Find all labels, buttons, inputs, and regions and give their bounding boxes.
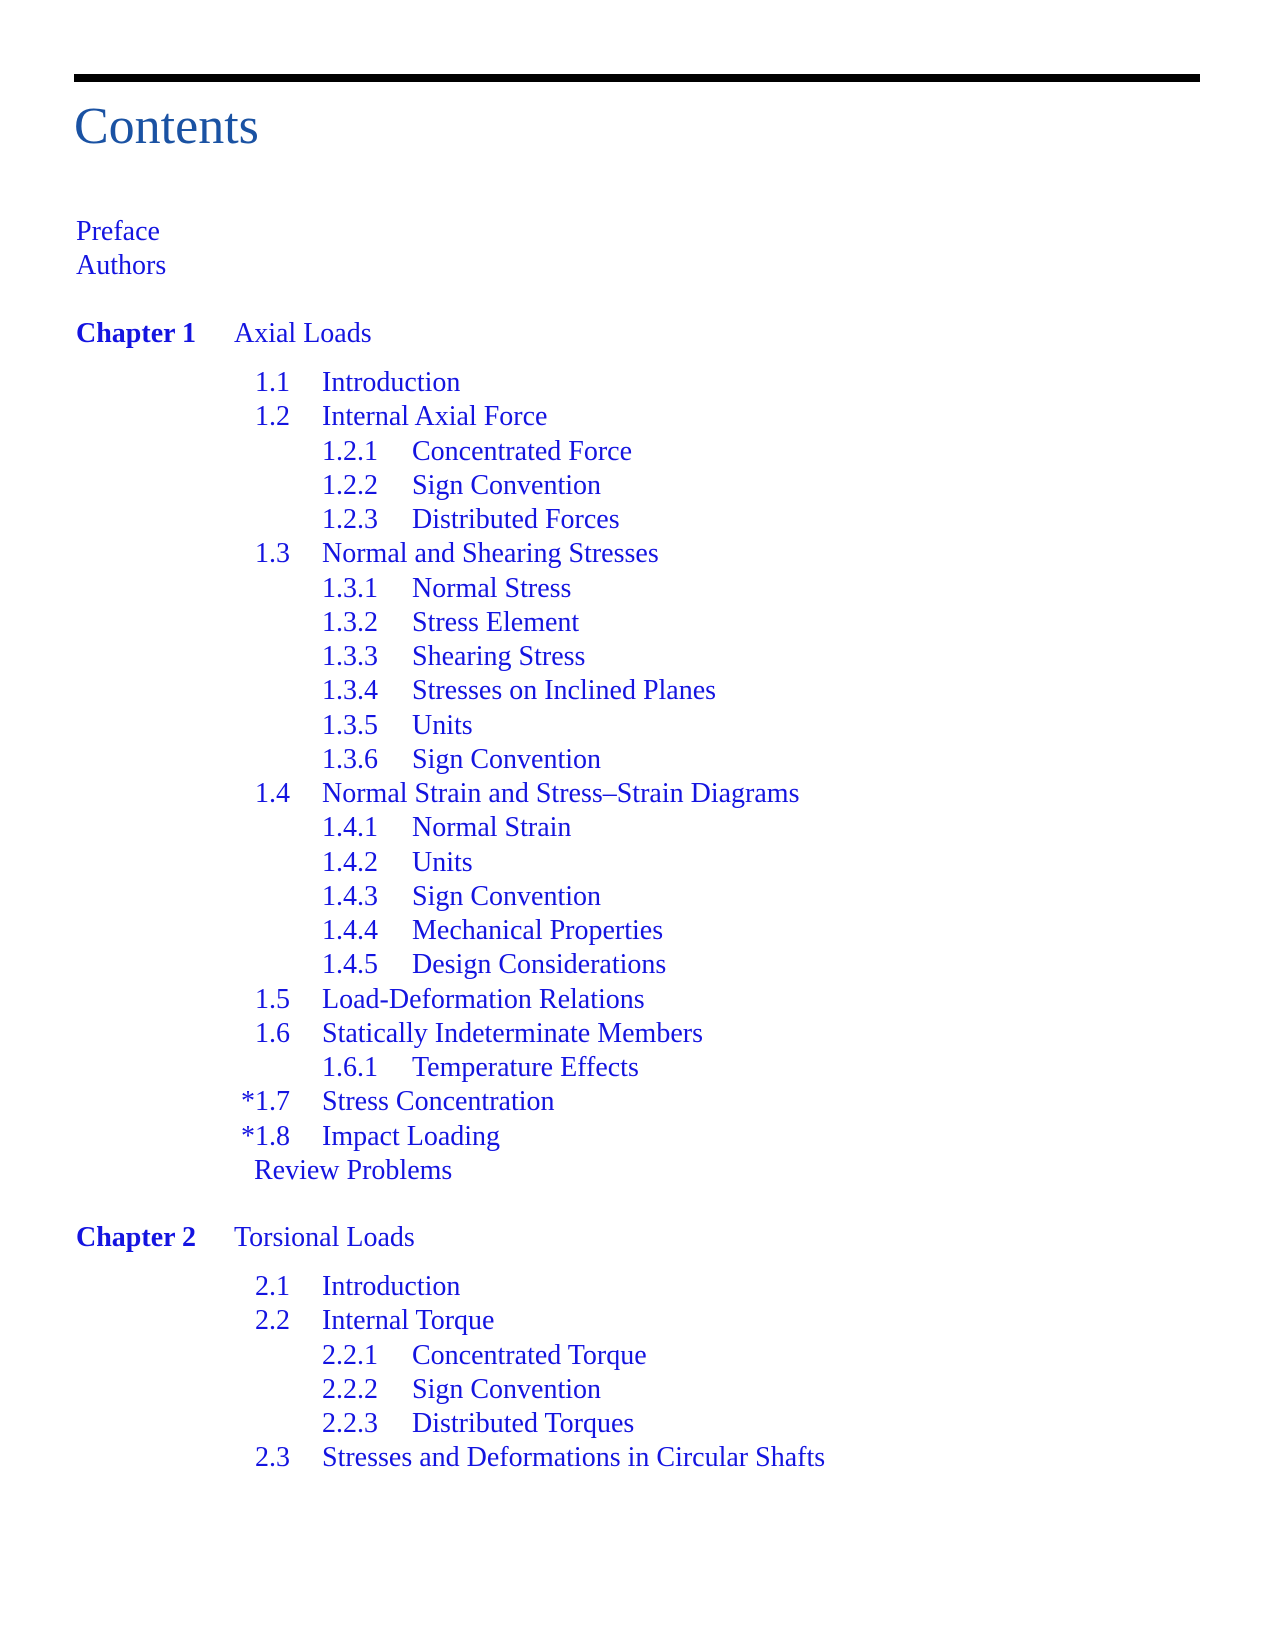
toc-entry-number: 1.2: [255, 401, 290, 432]
toc-entry-number: 1.3.3: [322, 641, 378, 672]
toc-entry[interactable]: [0, 506, 1275, 536]
toc-entry-title: Shearing Stress: [412, 641, 586, 672]
toc-entry[interactable]: [0, 1054, 1275, 1084]
toc-entry[interactable]: [0, 883, 1275, 913]
toc-entry[interactable]: [0, 403, 1275, 433]
toc-entry-number: 1.6: [255, 1018, 290, 1049]
toc-entry-number: 1.3.1: [322, 573, 378, 604]
toc-entry-number: 1.2.2: [322, 470, 378, 501]
toc-entry-number: 1.1: [255, 367, 290, 398]
toc-link-authors[interactable]: Authors: [76, 250, 167, 281]
toc-entry[interactable]: [0, 472, 1275, 502]
toc-entry[interactable]: [0, 849, 1275, 879]
toc-entry-number: 1.3.4: [322, 675, 378, 706]
toc-entry-number: 2.2.2: [322, 1374, 378, 1405]
toc-entry-title: Impact Loading: [322, 1121, 501, 1152]
toc-entry-number: 2.2: [255, 1305, 290, 1336]
toc-entry-title: Internal Axial Force: [322, 401, 548, 432]
toc-entry[interactable]: [0, 438, 1275, 468]
toc-entry-title: Internal Torque: [322, 1305, 495, 1336]
toc-entry-title: Stress Concentration: [322, 1086, 555, 1117]
toc-entry[interactable]: [0, 369, 1275, 399]
toc-entry-title: Temperature Effects: [412, 1052, 639, 1083]
toc-entry[interactable]: [0, 677, 1275, 707]
toc-entry-title: Normal Strain: [412, 812, 572, 843]
toc-entry-title: Design Considerations: [412, 949, 667, 980]
toc-entry-title: Sign Convention: [412, 470, 602, 501]
toc-entry[interactable]: [0, 1273, 1275, 1303]
toc-entry-title: Stresses on Inclined Planes: [412, 675, 717, 706]
toc-entry-title: Introduction: [322, 1271, 461, 1302]
chapter-label: Chapter 1: [76, 318, 197, 349]
toc-entry[interactable]: [0, 780, 1275, 810]
toc-entry-title: Normal and Shearing Stresses: [322, 538, 659, 569]
toc-entry-title: Stresses and Deformations in Circular Shafts: [322, 1442, 826, 1473]
toc-entry-title: Stress Element: [412, 607, 580, 638]
toc-entry-number: 1.3.6: [322, 744, 378, 775]
toc-entry[interactable]: [0, 1307, 1275, 1337]
toc-entry[interactable]: [0, 575, 1275, 605]
toc-entry-number: 1.3: [255, 538, 290, 569]
toc-entry[interactable]: [0, 1410, 1275, 1440]
toc-entry[interactable]: [0, 712, 1275, 742]
toc-entry[interactable]: [0, 1342, 1275, 1372]
toc-entry-title: Sign Convention: [412, 881, 602, 912]
toc-entry-number: 1.4.4: [322, 915, 378, 946]
chapter-heading-2[interactable]: [76, 1224, 415, 1252]
toc-entry-number: 1.4.3: [322, 881, 378, 912]
toc-entry-title: Load-Deformation Relations: [322, 984, 645, 1015]
chapter-heading-1[interactable]: [76, 320, 372, 348]
toc-entry-title: Distributed Torques: [412, 1408, 635, 1439]
page-title: Contents: [74, 98, 259, 155]
toc-entry-title: Sign Convention: [412, 744, 602, 775]
toc-entry-number: *1.8: [241, 1121, 290, 1152]
toc-entry-title: Units: [412, 847, 473, 878]
toc-entry[interactable]: [0, 540, 1275, 570]
toc-entry-number: 1.6.1: [322, 1052, 378, 1083]
toc-entry-number: *1.7: [241, 1086, 290, 1117]
toc-entry-title: Introduction: [322, 367, 461, 398]
toc-entry-number: 2.1: [255, 1271, 290, 1302]
toc-entry[interactable]: [0, 1020, 1275, 1050]
toc-entry-title: Sign Convention: [412, 1374, 602, 1405]
toc-entry[interactable]: [0, 746, 1275, 776]
toc-entry[interactable]: [0, 1123, 1275, 1153]
toc-entry-number: 2.2.3: [322, 1408, 378, 1439]
toc-entry-title: Normal Stress: [412, 573, 572, 604]
toc-entry-number: 1.4.1: [322, 812, 378, 843]
toc-link-preface[interactable]: Preface: [76, 216, 160, 247]
toc-entry-number: 1.2.3: [322, 504, 378, 535]
toc-entry-number: 2.2.1: [322, 1340, 378, 1371]
toc-entry-number: 1.4.5: [322, 949, 378, 980]
toc-entry-title: Distributed Forces: [412, 504, 620, 535]
toc-entry-number: 1.3.5: [322, 710, 378, 741]
toc-entry-title: Concentrated Torque: [412, 1340, 647, 1371]
toc-entry-title: Review Problems: [254, 1155, 453, 1186]
toc-entry-number: 1.4: [255, 778, 290, 809]
toc-entry[interactable]: [0, 1088, 1275, 1118]
toc-entry[interactable]: [0, 1444, 1275, 1474]
toc-entry[interactable]: [0, 1157, 1275, 1187]
toc-entry-title: Normal Strain and Stress–Strain Diagrams: [322, 778, 800, 809]
toc-entry-number: 1.3.2: [322, 607, 378, 638]
toc-entry[interactable]: [0, 917, 1275, 947]
chapter-title: Torsional Loads: [234, 1222, 415, 1253]
toc-entry-title: Units: [412, 710, 473, 741]
toc-entry-number: 1.4.2: [322, 847, 378, 878]
toc-entry-title: Statically Indeterminate Members: [322, 1018, 703, 1049]
top-rule: [74, 74, 1200, 82]
toc-entry-title: Concentrated Force: [412, 436, 633, 467]
toc-entry[interactable]: [0, 609, 1275, 639]
chapter-label: Chapter 2: [76, 1222, 197, 1253]
toc-entry-title: Mechanical Properties: [412, 915, 664, 946]
toc-entry-number: 1.5: [255, 984, 290, 1015]
toc-entry[interactable]: [0, 986, 1275, 1016]
toc-entry-number: 2.3: [255, 1442, 290, 1473]
toc-entry[interactable]: [0, 951, 1275, 981]
chapter-title: Axial Loads: [234, 318, 372, 349]
toc-entry-number: 1.2.1: [322, 436, 378, 467]
toc-entry[interactable]: [0, 814, 1275, 844]
toc-entry[interactable]: [0, 1376, 1275, 1406]
toc-entry[interactable]: [0, 643, 1275, 673]
